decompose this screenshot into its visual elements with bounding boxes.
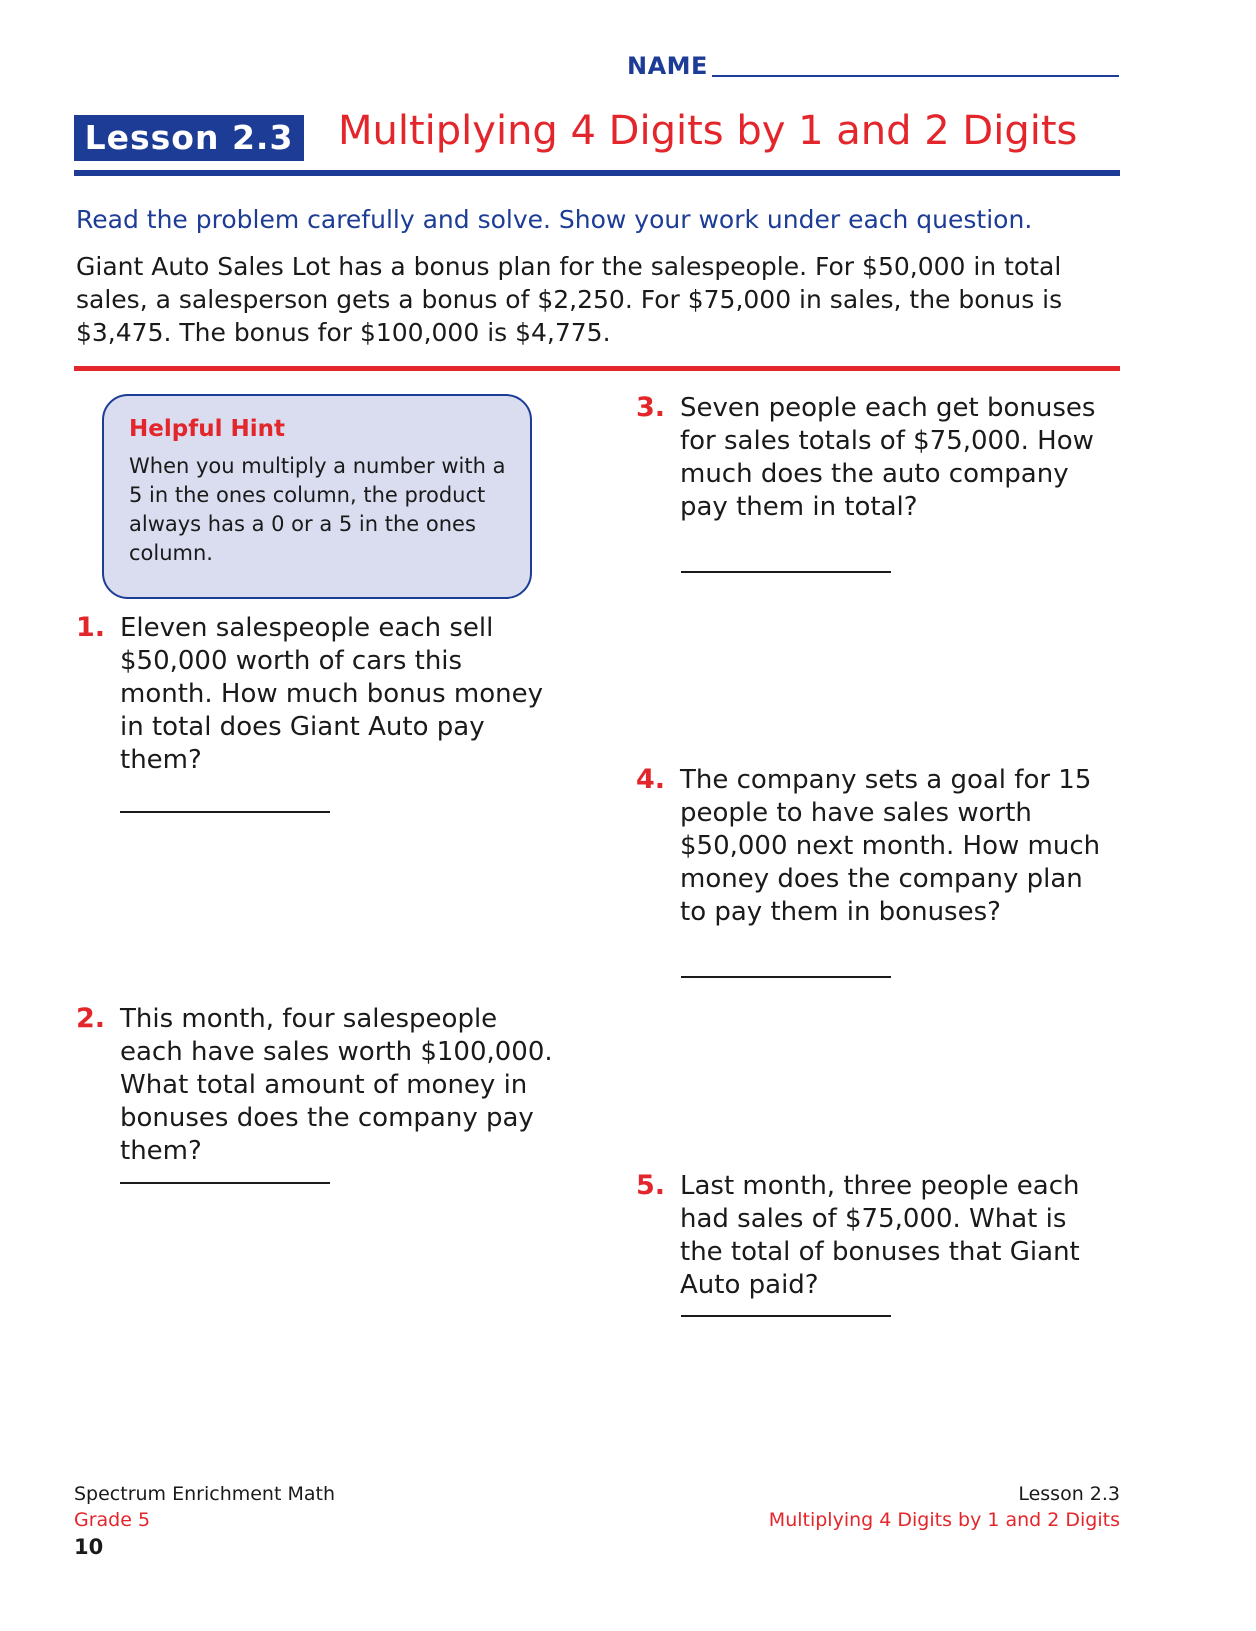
footer-topic: Multiplying 4 Digits by 1 and 2 Digits <box>768 1509 1120 1531</box>
question-text: Last month, three people each had sales of $75,000. What is the total of bonuses that Giant Auto paid? <box>680 1171 1080 1300</box>
lesson-badge: Lesson 2.3 <box>74 115 304 161</box>
name-label: NAME <box>627 52 708 80</box>
question-number: 5. <box>636 1170 666 1201</box>
footer-right <box>769 1481 1120 1533</box>
answer-line-2[interactable] <box>120 1182 330 1184</box>
footer-left <box>74 1481 335 1533</box>
question-number: 2. <box>76 1003 106 1034</box>
name-field <box>627 52 1119 86</box>
instructions: Read the problem carefully and solve. Show your work under each question. <box>76 205 1033 234</box>
question-number: 1. <box>76 612 106 643</box>
footer-grade: Grade 5 <box>74 1509 151 1531</box>
hint-text: When you multiply a number with a 5 in the ones column, the product always has a 0 or a 5 in the ones column. <box>129 454 506 565</box>
intro-paragraph: Giant Auto Sales Lot has a bonus plan for the salespeople. For $50,000 in total sales, a salesperson gets a bonus of $2,250. For $75,000 in sales, the bonus is $3,475. The bonus for $100,000 is $4,775. <box>76 252 1063 347</box>
question-text: This month, four salespeople each have sales worth $100,000. What total amount of money in bonuses does the company pay them? <box>120 1004 553 1166</box>
section-divider <box>74 366 1120 371</box>
header-divider <box>74 170 1120 176</box>
page-number: 10 <box>74 1535 104 1559</box>
answer-line-4[interactable] <box>681 976 891 978</box>
answer-line-1[interactable] <box>120 811 330 813</box>
footer-lesson: Lesson 2.3 <box>1018 1483 1120 1505</box>
hint-title: Helpful Hint <box>129 416 285 442</box>
helpful-hint-box <box>102 394 532 599</box>
question-text: Eleven salespeople each sell $50,000 worth of cars this month. How much bonus money in total does Giant Auto pay them? <box>120 613 544 775</box>
question-number: 3. <box>636 392 666 423</box>
question-number: 4. <box>636 764 666 795</box>
answer-line-3[interactable] <box>681 571 891 573</box>
lesson-title: Multiplying 4 Digits by 1 and 2 Digits <box>338 108 1078 154</box>
question-text: Seven people each get bonuses for sales totals of $75,000. How much does the auto company pay them in total? <box>680 393 1096 522</box>
answer-line-5[interactable] <box>681 1315 891 1317</box>
name-answer-line <box>712 75 1119 77</box>
question-text: The company sets a goal for 15 people to have sales worth $50,000 next month. How much money does the company plan to pay them in bonuses? <box>680 765 1101 927</box>
footer-series: Spectrum Enrichment Math <box>74 1483 335 1505</box>
